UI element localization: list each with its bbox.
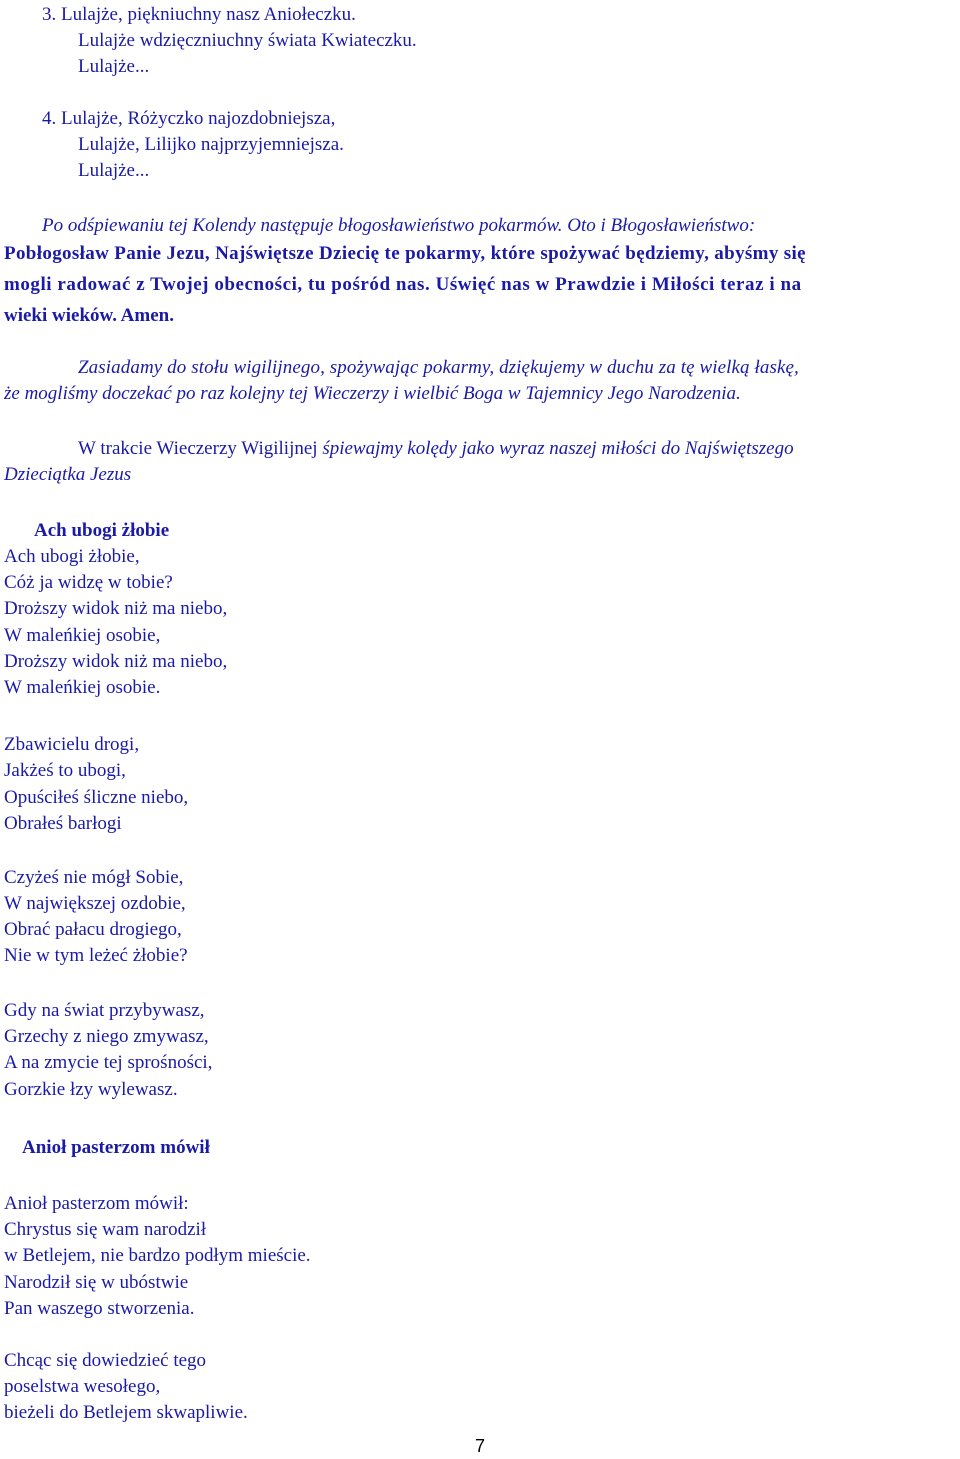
carols-note-line: Dzieciątka Jezus [4, 464, 132, 485]
blessing-prayer-line: Pobłogosław Panie Jezu, Najświętsze Dziecię te pokarmy, które spożywać będziemy, abyśmy się [4, 243, 806, 264]
carol-line: Gdy na świat przybywasz, [4, 1000, 205, 1021]
carol-line: A na zmycie tej sprośności, [4, 1052, 213, 1073]
verse-line: Lulajże... [78, 160, 150, 181]
carol-line: Czyżeś nie mógł Sobie, [4, 867, 184, 888]
carol-line: Jakżeś to ubogi, [4, 760, 126, 781]
verse-line: Lulajże wdzięczniuchny świata Kwiateczku. [78, 30, 417, 51]
carol-line: Obrałeś barłogi [4, 813, 122, 834]
carol-line: Obrać pałacu drogiego, [4, 919, 182, 940]
carol-title: Ach ubogi żłobie [34, 520, 170, 541]
carol-line: Narodził się w ubóstwie [4, 1272, 189, 1293]
carol-line: Chrystus się wam narodził [4, 1219, 207, 1240]
carol-line: Droższy widok niż ma niebo, [4, 651, 228, 672]
carol-line: W największej ozdobie, [4, 893, 186, 914]
verse-line: Lulajże... [78, 56, 150, 77]
carol-line: poselstwa wesołego, [4, 1376, 161, 1397]
carol-line: Droższy widok niż ma niebo, [4, 598, 228, 619]
carol-line: Ach ubogi żłobie, [4, 546, 140, 567]
carol-line: Opuściłeś śliczne niebo, [4, 787, 189, 808]
verse-line: 4. Lulajże, Różyczko najozdobniejsza, [42, 108, 336, 129]
carol-line: W maleńkiej osobie. [4, 677, 161, 698]
carols-note-plain: W trakcie Wieczerzy Wigilijnej [78, 438, 323, 459]
carol-line: Cóż ja widzę w tobie? [4, 572, 173, 593]
verse-line: 3. Lulajże, piękniuchny nasz Aniołeczku. [42, 4, 356, 25]
carol-line: Chcąc się dowiedzieć tego [4, 1350, 207, 1371]
carol-line: Nie w tym leżeć żłobie? [4, 945, 188, 966]
table-note-line: że mogliśmy doczekać po raz kolejny tej Wieczerzy i wielbić Boga w Tajemnicy Jego Narodzenia. [4, 383, 741, 404]
carol-line: Gorzkie łzy wylewasz. [4, 1079, 178, 1100]
table-note-line: Zasiadamy do stołu wigilijnego, spożywając pokarmy, dziękujemy w duchu za tę wielką łaskę, [78, 357, 799, 378]
carol-title: Anioł pasterzom mówił [22, 1137, 210, 1158]
carol-line: w Betlejem, nie bardzo podłym mieście. [4, 1245, 311, 1266]
carol-line: Anioł pasterzom mówił: [4, 1193, 189, 1214]
blessing-prayer-line: wieki wieków. Amen. [4, 305, 174, 326]
page-number: 7 [474, 1436, 485, 1456]
carol-line: bieżeli do Betlejem skwapliwie. [4, 1402, 248, 1423]
carols-note-italic: śpiewajmy kolędy jako wyraz naszej miłości do Najświętszego [322, 438, 794, 459]
carol-line: Pan waszego stworzenia. [4, 1298, 195, 1319]
carol-line: W maleńkiej osobie, [4, 625, 161, 646]
carols-note-line [78, 436, 794, 462]
blessing-intro: Po odśpiewaniu tej Kolendy następuje błogosławieństwo pokarmów. Oto i Błogosławieństwo: [42, 215, 756, 236]
carol-line: Grzechy z niego zmywasz, [4, 1026, 209, 1047]
carol-line: Zbawicielu drogi, [4, 734, 140, 755]
blessing-prayer-line: mogli radować z Twojej obecności, tu pośród nas. Uświęć nas w Prawdzie i Miłości teraz i na [4, 274, 802, 295]
verse-line: Lulajże, Lilijko najprzyjemniejsza. [78, 134, 344, 155]
